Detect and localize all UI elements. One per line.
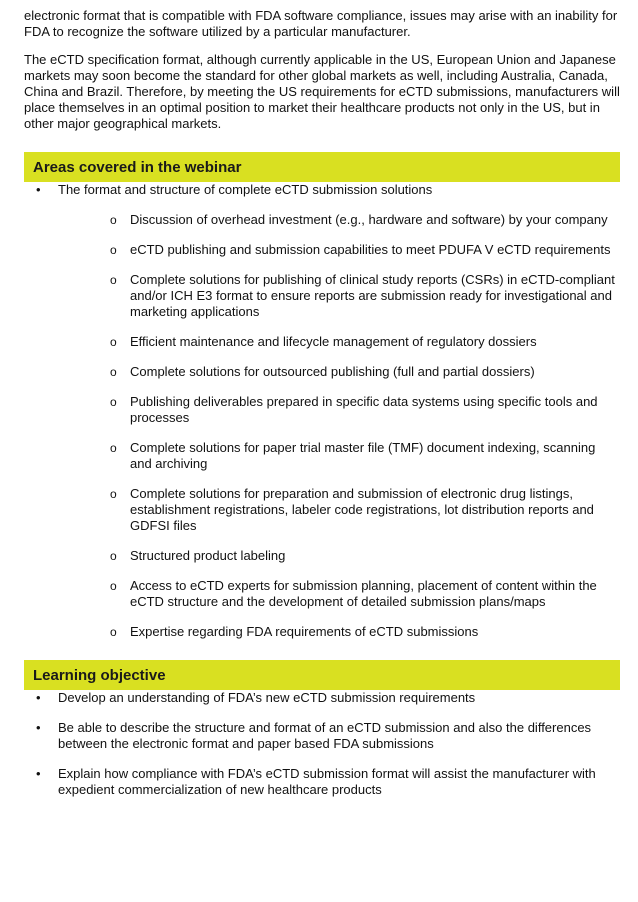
sub-list-item-text: Efficient maintenance and lifecycle management of regulatory dossiers [130, 334, 537, 349]
sub-list-item [58, 486, 620, 534]
list-item-text: Develop an understanding of FDA’s new eCTD submission requirements [58, 690, 476, 705]
sub-list-item [58, 272, 620, 320]
sub-list-item [58, 334, 620, 350]
circle-bullet-icon: o [110, 625, 117, 639]
circle-bullet-icon: o [110, 549, 117, 563]
document-page [24, 8, 620, 812]
list-item-text: Be able to describe the structure and format of an eCTD submission and also the differences between the electronic format and paper based FDA submissions [58, 720, 592, 751]
list-item [24, 720, 620, 752]
sub-list-item [58, 364, 620, 380]
sub-list-item-text: eCTD publishing and submission capabilities to meet PDUFA V eCTD requirements [130, 242, 611, 257]
section-heading-learning-objective: Learning objective [24, 660, 620, 690]
sub-list-item-text: Complete solutions for paper trial master file (TMF) document indexing, scanning and archiving [130, 440, 596, 471]
circle-bullet-icon: o [110, 579, 117, 593]
bullet-icon: • [36, 766, 41, 781]
list-item [24, 690, 620, 706]
intro-paragraph-1: electronic format that is compatible with FDA software compliance, issues may arise with an inability for FDA to recognize the software utilized by a particular manufacturer. [24, 8, 618, 39]
sub-list-item [58, 394, 620, 426]
sub-list-item-text: Complete solutions for publishing of clinical study reports (CSRs) in eCTD-compliant and/or ICH E3 format to ensure reports are submission ready for investigational and marketing applications [130, 272, 615, 319]
areas-sub-list [58, 212, 620, 640]
sub-list-item-text: Complete solutions for outsourced publishing (full and partial dossiers) [130, 364, 535, 379]
list-item [24, 182, 620, 640]
sub-list-item [58, 548, 620, 564]
learning-objective-list [24, 690, 620, 798]
circle-bullet-icon: o [110, 335, 117, 349]
intro-paragraph-2: The eCTD specification format, although currently applicable in the US, European Union and Japanese markets may soon become the standard for other global markets as well, including Australia, Canada, China and Brazil. Therefore, by meeting the US requirements for eCTD submissions, manufacturers will place themselves in an optimal position to market their healthcare products not only in the US, but in other major geographical markets. [24, 52, 620, 131]
circle-bullet-icon: o [110, 365, 117, 379]
bullet-icon: • [36, 690, 41, 705]
sub-list-item-text: Publishing deliverables prepared in specific data systems using specific tools and processes [130, 394, 598, 425]
circle-bullet-icon: o [110, 441, 117, 455]
list-item [24, 766, 620, 798]
sub-list-item [58, 624, 620, 640]
sub-list-item-text: Expertise regarding FDA requirements of eCTD submissions [130, 624, 479, 639]
circle-bullet-icon: o [110, 243, 117, 257]
circle-bullet-icon: o [110, 487, 117, 501]
sub-list-item [58, 578, 620, 610]
list-item-text: The format and structure of complete eCTD submission solutions [58, 182, 433, 197]
sub-list-item-text: Structured product labeling [130, 548, 286, 563]
areas-covered-list [24, 182, 620, 640]
bullet-icon: • [36, 182, 41, 197]
sub-list-item-text: Discussion of overhead investment (e.g., hardware and software) by your company [130, 212, 608, 227]
sub-list-item [58, 242, 620, 258]
circle-bullet-icon: o [110, 273, 117, 287]
sub-list-item-text: Complete solutions for preparation and submission of electronic drug listings, establishment registrations, labeler code registrations, lot distribution reports and GDFSI files [130, 486, 594, 533]
circle-bullet-icon: o [110, 395, 117, 409]
sub-list-item [58, 440, 620, 472]
sub-list-item-text: Access to eCTD experts for submission planning, placement of content within the eCTD structure and the development of detailed submission plans/maps [130, 578, 597, 609]
sub-list-item [58, 212, 620, 228]
circle-bullet-icon: o [110, 213, 117, 227]
list-item-text: Explain how compliance with FDA’s eCTD submission format will assist the manufacturer with expedient commercialization of new healthcare products [58, 766, 596, 797]
bullet-icon: • [36, 720, 41, 735]
section-heading-areas-covered: Areas covered in the webinar [24, 152, 620, 182]
